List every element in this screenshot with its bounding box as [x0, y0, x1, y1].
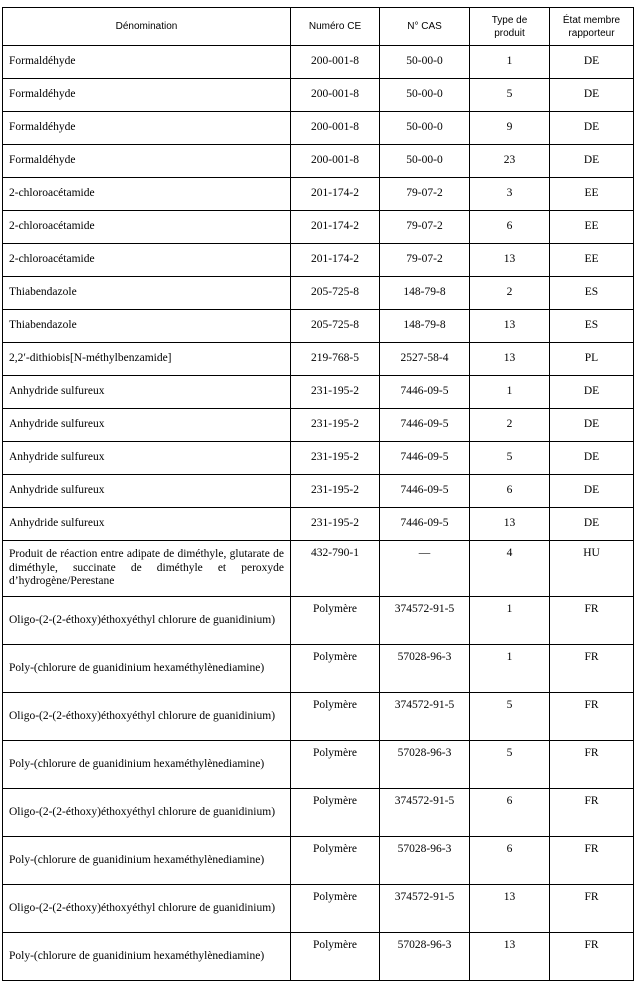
- denomination-cell: Anhydride sulfureux: [3, 442, 291, 475]
- type-produit-cell: 13: [470, 885, 550, 933]
- numero-cas-cell: 374572-91-5: [380, 885, 470, 933]
- denomination-cell: Poly-(chlorure de guanidinium hexaméthylènediamine): [3, 837, 291, 885]
- denomination-cell: Produit de réaction entre adipate de diméthyle, glutarate de diméthyle, succinate de diméthyle et peroxyde d’hydrogène/Perestane: [3, 541, 291, 597]
- header-etat-membre: État membre rapporteur: [550, 8, 634, 46]
- type-produit-cell: 5: [470, 442, 550, 475]
- type-produit-cell: 2: [470, 409, 550, 442]
- numero-ce-cell: 200-001-8: [291, 46, 380, 79]
- numero-cas-cell: 57028-96-3: [380, 741, 470, 789]
- table-row: [3, 343, 634, 376]
- numero-cas-cell: 57028-96-3: [380, 933, 470, 981]
- denomination-cell: Oligo-(2-(2-éthoxy)éthoxyéthyl chlorure de guanidinium): [3, 693, 291, 741]
- etat-membre-cell: DE: [550, 376, 634, 409]
- type-produit-cell: 1: [470, 597, 550, 645]
- type-produit-cell: 13: [470, 508, 550, 541]
- numero-ce-cell: Polymère: [291, 933, 380, 981]
- table-row: [3, 597, 634, 645]
- type-produit-cell: 9: [470, 112, 550, 145]
- etat-membre-cell: DE: [550, 442, 634, 475]
- numero-cas-cell: 79-07-2: [380, 211, 470, 244]
- numero-ce-cell: 231-195-2: [291, 508, 380, 541]
- etat-membre-cell: HU: [550, 541, 634, 597]
- table-row: [3, 837, 634, 885]
- numero-cas-cell: 79-07-2: [380, 244, 470, 277]
- header-row: [3, 8, 634, 46]
- table-row: [3, 645, 634, 693]
- numero-cas-cell: 148-79-8: [380, 277, 470, 310]
- type-produit-cell: 6: [470, 837, 550, 885]
- denomination-cell: Anhydride sulfureux: [3, 508, 291, 541]
- table-row: [3, 693, 634, 741]
- type-produit-cell: 6: [470, 475, 550, 508]
- numero-ce-cell: 231-195-2: [291, 376, 380, 409]
- denomination-cell: Poly-(chlorure de guanidinium hexaméthylènediamine): [3, 645, 291, 693]
- table-row: [3, 145, 634, 178]
- type-produit-cell: 13: [470, 244, 550, 277]
- etat-membre-cell: FR: [550, 933, 634, 981]
- numero-ce-cell: 200-001-8: [291, 79, 380, 112]
- denomination-cell: Formaldéhyde: [3, 46, 291, 79]
- numero-cas-cell: 7446-09-5: [380, 475, 470, 508]
- denomination-cell: Poly-(chlorure de guanidinium hexaméthylènediamine): [3, 741, 291, 789]
- numero-ce-cell: 201-174-2: [291, 178, 380, 211]
- numero-ce-cell: 432-790-1: [291, 541, 380, 597]
- numero-ce-cell: Polymère: [291, 693, 380, 741]
- denomination-cell: 2-chloroacétamide: [3, 211, 291, 244]
- etat-membre-cell: DE: [550, 145, 634, 178]
- table-row: [3, 409, 634, 442]
- numero-ce-cell: 219-768-5: [291, 343, 380, 376]
- numero-cas-cell: 50-00-0: [380, 46, 470, 79]
- numero-ce-cell: 231-195-2: [291, 475, 380, 508]
- numero-cas-cell: 7446-09-5: [380, 376, 470, 409]
- numero-cas-cell: 57028-96-3: [380, 837, 470, 885]
- numero-cas-cell: 374572-91-5: [380, 693, 470, 741]
- denomination-cell: 2-chloroacétamide: [3, 244, 291, 277]
- numero-ce-cell: Polymère: [291, 885, 380, 933]
- etat-membre-cell: DE: [550, 409, 634, 442]
- type-produit-cell: 1: [470, 645, 550, 693]
- type-produit-cell: 5: [470, 79, 550, 112]
- table-row: [3, 112, 634, 145]
- etat-membre-cell: FR: [550, 645, 634, 693]
- table-row: [3, 475, 634, 508]
- type-produit-cell: 13: [470, 310, 550, 343]
- denomination-cell: 2-chloroacétamide: [3, 178, 291, 211]
- denomination-cell: Formaldéhyde: [3, 112, 291, 145]
- table-row: [3, 508, 634, 541]
- type-produit-cell: 4: [470, 541, 550, 597]
- table-row: [3, 244, 634, 277]
- numero-cas-cell: 374572-91-5: [380, 789, 470, 837]
- denomination-cell: Thiabendazole: [3, 277, 291, 310]
- etat-membre-cell: EE: [550, 178, 634, 211]
- numero-ce-cell: 201-174-2: [291, 211, 380, 244]
- etat-membre-cell: FR: [550, 597, 634, 645]
- type-produit-cell: 13: [470, 343, 550, 376]
- table-row: [3, 79, 634, 112]
- type-produit-cell: 1: [470, 376, 550, 409]
- numero-cas-cell: 50-00-0: [380, 145, 470, 178]
- numero-ce-cell: 201-174-2: [291, 244, 380, 277]
- etat-membre-cell: FR: [550, 693, 634, 741]
- substances-table: [2, 7, 634, 981]
- denomination-cell: Oligo-(2-(2-éthoxy)éthoxyéthyl chlorure de guanidinium): [3, 789, 291, 837]
- etat-membre-cell: FR: [550, 885, 634, 933]
- table-row: [3, 741, 634, 789]
- header-numero-cas: N° CAS: [380, 8, 470, 46]
- numero-ce-cell: 231-195-2: [291, 409, 380, 442]
- denomination-cell: Oligo-(2-(2-éthoxy)éthoxyéthyl chlorure de guanidinium): [3, 597, 291, 645]
- numero-ce-cell: Polymère: [291, 597, 380, 645]
- denomination-cell: 2,2′-dithiobis[N-méthylbenzamide]: [3, 343, 291, 376]
- table-row: [3, 541, 634, 597]
- table-row: [3, 442, 634, 475]
- etat-membre-cell: EE: [550, 244, 634, 277]
- table-row: [3, 789, 634, 837]
- etat-membre-cell: PL: [550, 343, 634, 376]
- numero-ce-cell: 231-195-2: [291, 442, 380, 475]
- table-row: [3, 933, 634, 981]
- numero-ce-cell: Polymère: [291, 645, 380, 693]
- etat-membre-cell: DE: [550, 112, 634, 145]
- type-produit-cell: 2: [470, 277, 550, 310]
- numero-ce-cell: Polymère: [291, 837, 380, 885]
- type-produit-cell: 1: [470, 46, 550, 79]
- denomination-cell: Thiabendazole: [3, 310, 291, 343]
- etat-membre-cell: ES: [550, 310, 634, 343]
- denomination-cell: Formaldéhyde: [3, 145, 291, 178]
- table-row: [3, 310, 634, 343]
- type-produit-cell: 5: [470, 741, 550, 789]
- numero-cas-cell: 7446-09-5: [380, 442, 470, 475]
- numero-cas-cell: 7446-09-5: [380, 508, 470, 541]
- numero-cas-cell: 50-00-0: [380, 79, 470, 112]
- table-row: [3, 46, 634, 79]
- denomination-cell: Oligo-(2-(2-éthoxy)éthoxyéthyl chlorure de guanidinium): [3, 885, 291, 933]
- header-numero-ce: Numéro CE: [291, 8, 380, 46]
- denomination-cell: Anhydride sulfureux: [3, 475, 291, 508]
- etat-membre-cell: ES: [550, 277, 634, 310]
- numero-ce-cell: 205-725-8: [291, 277, 380, 310]
- denomination-cell: Formaldéhyde: [3, 79, 291, 112]
- table-row: [3, 885, 634, 933]
- numero-ce-cell: Polymère: [291, 789, 380, 837]
- table-row: [3, 277, 634, 310]
- numero-cas-cell: 57028-96-3: [380, 645, 470, 693]
- denomination-cell: Anhydride sulfureux: [3, 376, 291, 409]
- type-produit-cell: 6: [470, 789, 550, 837]
- numero-cas-cell: 374572-91-5: [380, 597, 470, 645]
- etat-membre-cell: FR: [550, 837, 634, 885]
- etat-membre-cell: FR: [550, 789, 634, 837]
- etat-membre-cell: DE: [550, 79, 634, 112]
- denomination-cell: Poly-(chlorure de guanidinium hexaméthylènediamine): [3, 933, 291, 981]
- table-row: [3, 376, 634, 409]
- numero-cas-cell: —: [380, 541, 470, 597]
- type-produit-cell: 5: [470, 693, 550, 741]
- numero-ce-cell: 205-725-8: [291, 310, 380, 343]
- numero-cas-cell: 50-00-0: [380, 112, 470, 145]
- denomination-cell: Anhydride sulfureux: [3, 409, 291, 442]
- type-produit-cell: 6: [470, 211, 550, 244]
- etat-membre-cell: DE: [550, 46, 634, 79]
- numero-ce-cell: 200-001-8: [291, 112, 380, 145]
- etat-membre-cell: EE: [550, 211, 634, 244]
- numero-cas-cell: 7446-09-5: [380, 409, 470, 442]
- etat-membre-cell: DE: [550, 508, 634, 541]
- type-produit-cell: 3: [470, 178, 550, 211]
- etat-membre-cell: FR: [550, 741, 634, 789]
- type-produit-cell: 23: [470, 145, 550, 178]
- table-row: [3, 178, 634, 211]
- numero-ce-cell: Polymère: [291, 741, 380, 789]
- table-row: [3, 211, 634, 244]
- header-type-produit: Type de produit: [470, 8, 550, 46]
- header-denomination: Dénomination: [3, 8, 291, 46]
- numero-ce-cell: 200-001-8: [291, 145, 380, 178]
- numero-cas-cell: 148-79-8: [380, 310, 470, 343]
- numero-cas-cell: 79-07-2: [380, 178, 470, 211]
- etat-membre-cell: DE: [550, 475, 634, 508]
- numero-cas-cell: 2527-58-4: [380, 343, 470, 376]
- type-produit-cell: 13: [470, 933, 550, 981]
